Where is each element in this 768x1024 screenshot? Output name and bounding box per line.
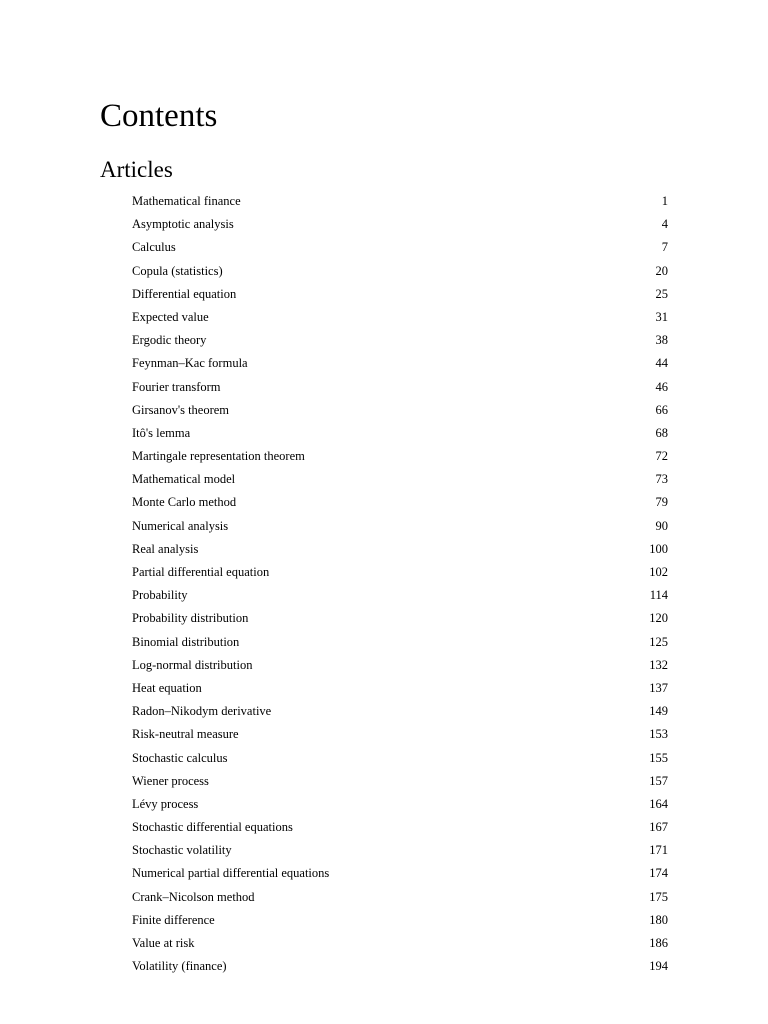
toc-entry: [132, 654, 668, 677]
toc-entry-title: Lévy process: [132, 796, 199, 811]
toc-entry-page-number: 153: [649, 727, 668, 742]
toc-entry-page-number: 132: [649, 657, 668, 672]
toc-entry-page-number: 25: [655, 286, 668, 301]
toc-entry-title: Stochastic volatility: [132, 843, 232, 858]
toc-entry: [132, 190, 668, 213]
toc-entry: [132, 816, 668, 839]
toc-entry: [132, 793, 668, 816]
toc-entry-title: Numerical partial differential equations: [132, 866, 330, 881]
toc-entry-page-number: 171: [649, 843, 668, 858]
toc-entry-title: Numerical analysis: [132, 518, 229, 533]
toc-entry-title: Log-normal distribution: [132, 657, 253, 672]
toc-entry-page-number: 20: [655, 263, 668, 278]
toc-entry-title: Wiener process: [132, 773, 209, 788]
toc-entry-page-number: 38: [655, 333, 668, 348]
toc-entry: [132, 747, 668, 770]
toc-entry: [132, 491, 668, 514]
toc-entry-page-number: 102: [649, 565, 668, 579]
toc-entry: [132, 515, 668, 538]
toc-entry-title: Copula (statistics): [132, 263, 223, 278]
toc-entry-title: Heat equation: [132, 680, 202, 695]
toc-entry-title: Itô's lemma: [132, 425, 191, 440]
toc-entry-title: Risk-neutral measure: [132, 727, 239, 742]
toc-entry-page-number: 46: [655, 379, 668, 394]
toc-entry-page-number: 175: [649, 889, 668, 904]
toc-entry-title: Binomial distribution: [132, 634, 240, 649]
toc-entry: [132, 862, 668, 885]
toc-entry-page-number: 114: [649, 588, 668, 603]
toc-entry: [132, 468, 668, 491]
toc-entry-page-number: 186: [649, 936, 668, 950]
toc-entry: [132, 909, 668, 932]
toc-entry: [132, 932, 668, 955]
toc-entry-title: Stochastic calculus: [132, 750, 228, 765]
toc-entry-page-number: 155: [649, 750, 668, 765]
toc-entry-title: Real analysis: [132, 541, 199, 556]
toc-entry: [132, 677, 668, 700]
toc-entry: [132, 631, 668, 654]
toc-entry-page-number: 72: [655, 449, 668, 464]
toc-entry: [132, 886, 668, 909]
toc-entry-page-number: 79: [655, 495, 668, 510]
toc-entry: [132, 422, 668, 445]
toc-entry-title: Ergodic theory: [132, 333, 207, 348]
toc-entry-page-number: 180: [649, 912, 668, 927]
toc-entry-title: Monte Carlo method: [132, 495, 237, 510]
toc-entry-page-number: 1: [661, 194, 668, 208]
toc-entry-page-number: 157: [649, 773, 668, 788]
toc-entry-page-number: 4: [661, 217, 668, 232]
toc-entry-title: Feynman–Kac formula: [132, 356, 248, 371]
toc-entry-page-number: 164: [649, 796, 668, 811]
toc-entry: [132, 376, 668, 399]
toc-entry: [132, 445, 668, 468]
toc-entry-page-number: 137: [649, 680, 668, 695]
toc-entry: [132, 770, 668, 793]
toc-entry: [132, 723, 668, 746]
toc-entry: [132, 213, 668, 236]
toc-entry-page-number: 44: [655, 356, 668, 371]
toc-entry-page-number: 174: [649, 866, 668, 881]
toc-entry-title: Calculus: [132, 240, 176, 255]
toc-entry-page-number: 120: [649, 611, 668, 626]
toc-entry-page-number: 73: [655, 472, 668, 487]
toc-entry: [132, 538, 668, 561]
toc-entry-page-number: 66: [655, 402, 668, 417]
toc-entry: [132, 700, 668, 723]
toc-entry: [132, 329, 668, 352]
toc-entry: [132, 955, 668, 978]
toc-entry-title: Probability distribution: [132, 611, 249, 626]
toc-entry-title: Stochastic differential equations: [132, 820, 293, 835]
toc-entry-title: Expected value: [132, 309, 209, 324]
toc-entry: [132, 236, 668, 259]
toc-entry-title: Girsanov's theorem: [132, 402, 230, 417]
toc-entry-title: Crank–Nicolson method: [132, 889, 255, 904]
toc-entry-page-number: 68: [655, 425, 668, 440]
toc-entry-page-number: 90: [655, 518, 668, 533]
section-title: Articles: [100, 157, 173, 182]
toc-entry-title: Volatility (finance): [132, 959, 227, 974]
toc-entry-page-number: 167: [649, 820, 668, 835]
toc-entry-page-number: 100: [649, 541, 668, 556]
toc-entry-title: Probability: [132, 588, 188, 603]
toc-entry-page-number: 149: [649, 704, 668, 719]
toc-entry-title: Mathematical finance: [132, 194, 241, 208]
toc-entry-title: Asymptotic analysis: [132, 217, 234, 232]
toc-entry: [132, 399, 668, 422]
toc-entry: [132, 839, 668, 862]
toc-entry-title: Martingale representation theorem: [132, 449, 305, 464]
toc-entry-title: Value at risk: [132, 936, 195, 950]
toc-entry-title: Finite difference: [132, 912, 215, 927]
toc-entry: [132, 283, 668, 306]
toc-entry-page-number: 125: [649, 634, 668, 649]
toc-entry: [132, 561, 668, 584]
toc-entry: [132, 607, 668, 630]
table-of-contents: [132, 190, 668, 978]
toc-entry-title: Mathematical model: [132, 472, 236, 487]
toc-entry-title: Partial differential equation: [132, 565, 270, 579]
toc-entry-page-number: 7: [661, 240, 668, 255]
toc-entry-title: Radon–Nikodym derivative: [132, 704, 272, 719]
toc-entry: [132, 584, 668, 607]
toc-entry-page-number: 31: [655, 309, 668, 324]
toc-entry: [132, 260, 668, 283]
toc-entry-title: Differential equation: [132, 286, 237, 301]
toc-entry-page-number: 194: [649, 959, 668, 974]
toc-entry: [132, 352, 668, 375]
page-title: Contents: [100, 98, 218, 134]
toc-entry: [132, 306, 668, 329]
toc-entry-title: Fourier transform: [132, 379, 221, 394]
